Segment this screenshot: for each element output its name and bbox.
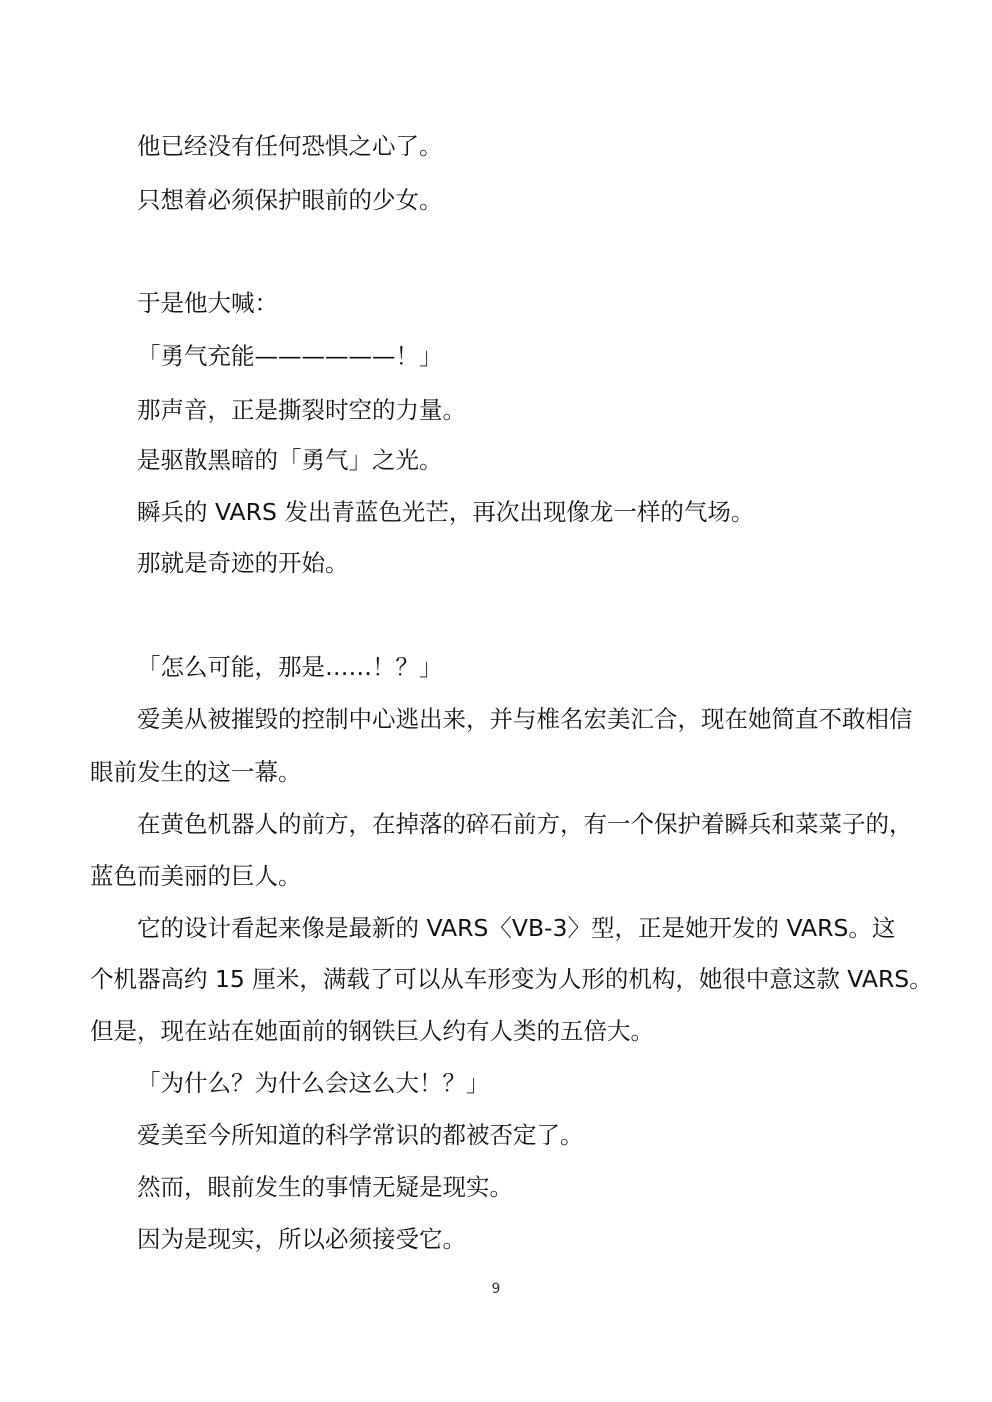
text-line: 那声音，正是撕裂时空的力量。	[137, 396, 466, 424]
text-line: 那就是奇迹的开始。	[137, 549, 349, 577]
text-line: 只想着必须保护眼前的少女。	[137, 186, 443, 214]
dialogue-line: 「为什么？为什么会这么大！？」	[137, 1069, 490, 1097]
text-line: 爱美至今所知道的科学常识的都被否定了。	[137, 1121, 584, 1149]
text-line: 因为是现实，所以必须接受它。	[137, 1225, 466, 1253]
text-line: 眼前发生的这一幕。	[90, 758, 302, 786]
text-line: 于是他大喊：	[137, 289, 278, 317]
text-line: 爱美从被摧毁的控制中心逃出来，并与椎名宏美汇合，现在她简直不敢相信	[137, 705, 913, 733]
text-line: 是驱散黑暗的「勇气」之光。	[137, 446, 443, 474]
text-line: 但是，现在站在她面前的钢铁巨人约有人类的五倍大。	[90, 1017, 654, 1045]
dialogue-line: 「勇气充能——————！」	[137, 342, 443, 370]
text-line: 他已经没有任何恐惧之心了。	[137, 132, 443, 160]
dialogue-line: 「怎么可能，那是……！？」	[137, 653, 443, 681]
text-line: 个机器高约 15 厘米，满载了可以从车形变为人形的机构，她很中意这款 VARS。	[90, 965, 933, 993]
text-line: 它的设计看起来像是最新的 VARS〈VB-3〉型，正是她开发的 VARS。这	[137, 914, 896, 942]
text-line: 然而，眼前发生的事情无疑是现实。	[137, 1173, 513, 1201]
page-number: 9	[491, 1281, 501, 1297]
text-line: 蓝色而美丽的巨人。	[90, 862, 302, 890]
text-line: 在黄色机器人的前方，在掉落的碎石前方，有一个保护着瞬兵和菜菜子的，	[137, 810, 913, 838]
text-line: 瞬兵的 VARS 发出青蓝色光芒，再次出现像龙一样的气场。	[137, 498, 755, 526]
